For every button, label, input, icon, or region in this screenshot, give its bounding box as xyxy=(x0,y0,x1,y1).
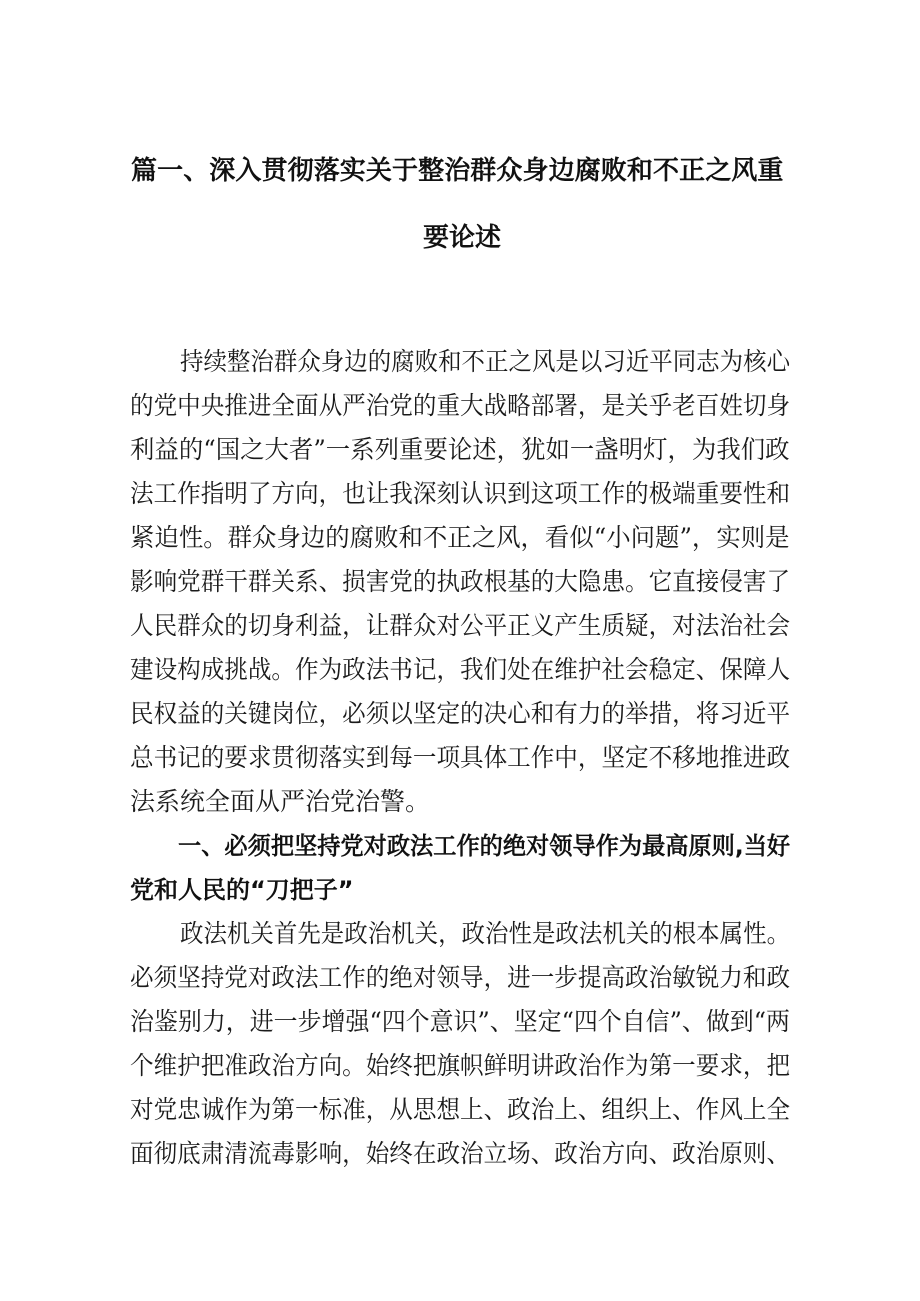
paragraph-2-line: 个维护把准政治方向。始终把旗帜鲜明讲政治作为第一要求，把 xyxy=(130,1051,791,1080)
paragraph-1-line: 持续整治群众身边的腐败和不正之风是以习近平同志为核心 xyxy=(180,347,791,376)
paragraph-2-line: 面彻底肃清流毒影响，始终在政治立场、政治方向、政治原则、 xyxy=(130,1139,791,1168)
paragraph-1-line: 利益的“国之大者”一系列重要论述，犹如一盏明灯，为我们政 xyxy=(130,435,790,464)
paragraph-1-line: 建设构成挑战。作为政法书记，我们处在维护社会稳定、保障人 xyxy=(130,655,791,684)
paragraph-2-line: 必须坚持党对政法工作的绝对领导，进一步提高政治敏锐力和政 xyxy=(130,963,791,992)
paragraph-2-line: 治鉴别力，进一步增强“四个意识”、坚定“四个自信”、做到“两 xyxy=(130,1007,790,1036)
document-title-line-1: 篇一、深入贯彻落实关于整治群众身边腐败和不正之风重 xyxy=(131,156,784,186)
paragraph-2-line: 对党忠诚作为第一标准，从思想上、政治上、组织上、作风上全 xyxy=(130,1095,791,1124)
paragraph-1-line: 人民群众的切身利益，让群众对公平正义产生质疑，对法治社会 xyxy=(130,611,791,640)
document-title-line-2: 要论述 xyxy=(423,223,502,253)
paragraph-1-line: 民权益的关键岗位，必须以坚定的决心和有力的举措，将习近平 xyxy=(130,699,791,728)
paragraph-1-line: 影响党群干群关系、损害党的执政根基的大隐患。它直接侵害了 xyxy=(130,567,791,596)
paragraph-1-line: 紧迫性。群众身边的腐败和不正之风，看似“小问题”，实则是 xyxy=(130,523,790,552)
section-heading-line: 党和人民的“刀把子” xyxy=(130,876,354,904)
paragraph-1-line: 法工作指明了方向，也让我深刻认识到这项工作的极端重要性和 xyxy=(130,479,791,508)
paragraph-2-line: 政法机关首先是政治机关，政治性是政法机关的根本属性。 xyxy=(180,919,791,948)
paragraph-1-line: 总书记的要求贯彻落实到每一项具体工作中，坚定不移地推进政 xyxy=(130,743,791,772)
paragraph-1-line: 法系统全面从严治党治警。 xyxy=(130,787,431,816)
section-heading-line: 一、必须把坚持党对政法工作的绝对领导作为最高原则,当好 xyxy=(178,832,791,860)
paragraph-1-line: 的党中央推进全面从严治党的重大战略部署，是关乎老百姓切身 xyxy=(130,391,791,420)
